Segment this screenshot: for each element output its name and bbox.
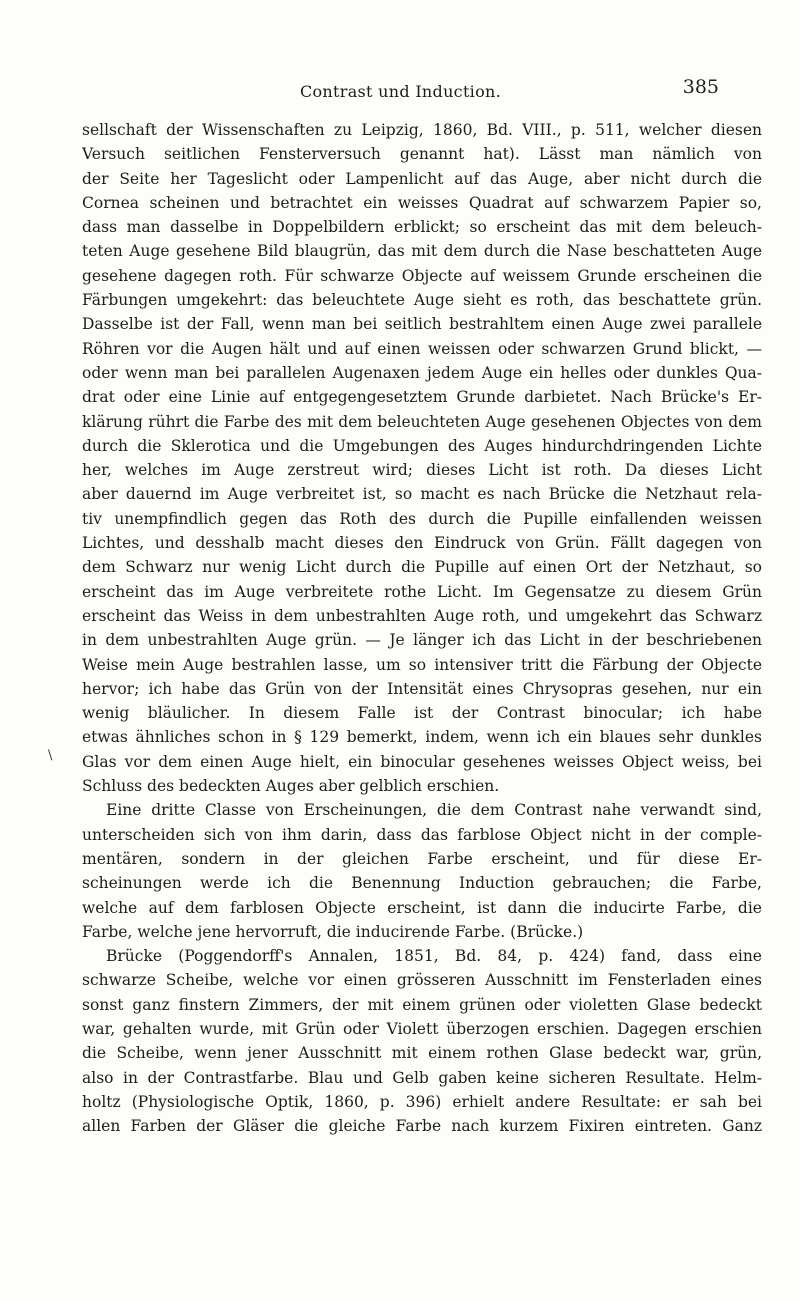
page-number: 385 xyxy=(682,76,719,98)
text-line: durch die Sklerotica und die Umgebungen des Auges hindurchdringenden Lichte xyxy=(82,436,762,455)
text-line: etwas ähnliches schon in § 129 bemerkt, indem, wenn ich ein blaues sehr dunkles xyxy=(82,728,762,747)
text-line: Dasselbe ist der Fall, wenn man bei seitlich bestrahltem einen Auge zwei parallele xyxy=(82,315,762,334)
text-line: Färbungen umgekehrt: das beleuchtete Auge sieht es roth, das beschattete grün. xyxy=(82,291,762,310)
text-line: der Seite her Tageslicht oder Lampenlicht auf das Auge, aber nicht durch die xyxy=(82,169,762,188)
text-line: Versuch seitlichen Fensterversuch genannt hat). Lässt man nämlich von xyxy=(82,145,762,164)
text-line: Schluss des bedeckten Auges aber gelblich erschien. xyxy=(82,777,500,796)
margin-mark: \ xyxy=(48,748,53,763)
text-line: Farbe, welche jene hervorruft, die inducirende Farbe. (Brücke.) xyxy=(82,922,584,941)
text-line: Lichtes, und desshalb macht dieses den Eindruck von Grün. Fällt dagegen von xyxy=(82,534,762,553)
text-line: erscheint das Weiss in dem unbestrahlten Auge roth, und umgekehrt das Schwarz xyxy=(82,606,762,625)
text-line: also in der Contrastfarbe. Blau und Gelb gaben keine sicheren Resultate. Helm- xyxy=(82,1068,762,1087)
running-head-title: Contrast und Induction. xyxy=(299,82,502,101)
text-line: sellschaft der Wissenschaften zu Leipzig, 1860, Bd. VIII., p. 511, welcher diesen xyxy=(82,121,762,139)
text-line: her, welches im Auge zerstreut wird; dieses Licht ist roth. Da dieses Licht xyxy=(82,461,762,480)
text-line: oder wenn man bei parallelen Augenaxen jedem Auge ein helles oder dunkles Qua- xyxy=(82,363,762,382)
text-line: in dem unbestrahlten Auge grün. — Je länger ich das Licht in der beschriebenen xyxy=(82,631,762,650)
text-line: sonst ganz finstern Zimmers, der mit einem grünen oder violetten Glase bedeckt xyxy=(82,995,762,1014)
text-line: Cornea scheinen und betrachtet ein weisses Quadrat auf schwarzem Papier so, xyxy=(82,193,762,212)
text-line: unterscheiden sich von ihm darin, dass das farblose Object nicht in der comple- xyxy=(82,825,762,844)
body-text xyxy=(82,118,762,1138)
text-line: wenig bläulicher. In diesem Falle ist der Contrast binocular; ich habe xyxy=(82,704,762,723)
text-line: Glas vor dem einen Auge hielt, ein binocular gesehenes weisses Object weiss, bei xyxy=(82,752,762,771)
text-line: Brücke (Poggendorff's Annalen, 1851, Bd. 84, p. 424) fand, dass eine xyxy=(106,947,762,966)
text-line: aber dauernd im Auge verbreitet ist, so macht es nach Brücke die Netzhaut rela- xyxy=(82,485,762,504)
text-line: war, gehalten wurde, mit Grün oder Violett überzogen erschien. Dagegen erschien xyxy=(82,1019,762,1038)
text-line: mentären, sondern in der gleichen Farbe erscheint, und für diese Er- xyxy=(82,849,762,868)
text-line: gesehene dagegen roth. Für schwarze Objecte auf weissem Grunde erscheinen die xyxy=(82,266,762,285)
text-line: tiv unempfindlich gegen das Roth des durch die Pupille einfallenden weissen xyxy=(82,509,762,528)
text-line: dem Schwarz nur wenig Licht durch die Pupille auf einen Ort der Netzhaut, so xyxy=(82,558,762,577)
text-line: Eine dritte Classe von Erscheinungen, die dem Contrast nahe verwandt sind, xyxy=(106,801,762,820)
text-line: Weise mein Auge bestrahlen lasse, um so intensiver tritt die Färbung der Objecte xyxy=(82,655,762,674)
text-line: dass man dasselbe in Doppelbildern erblickt; so erscheint das mit dem beleuch- xyxy=(82,218,762,237)
running-head xyxy=(0,76,801,106)
text-line: drat oder eine Linie auf entgegengesetztem Grunde darbietet. Nach Brücke's Er- xyxy=(82,388,762,407)
text-line: scheinungen werde ich die Benennung Induction gebrauchen; die Farbe, xyxy=(82,874,762,893)
text-line: schwarze Scheibe, welche vor einen grösseren Ausschnitt im Fensterladen eines xyxy=(82,971,762,990)
text-line: teten Auge gesehene Bild blaugrün, das mit dem durch die Nase beschatteten Auge xyxy=(82,242,762,261)
text-line: Röhren vor die Augen hält und auf einen weissen oder schwarzen Grund blickt, — xyxy=(82,339,762,358)
text-line: holtz (Physiologische Optik, 1860, p. 396) erhielt andere Resultate: er sah bei xyxy=(82,1092,762,1111)
text-line: erscheint das im Auge verbreitete rothe Licht. Im Gegensatze zu diesem Grün xyxy=(82,582,762,601)
text-line: klärung rührt die Farbe des mit dem beleuchteten Auge gesehenen Objectes von dem xyxy=(82,412,762,431)
text-line: hervor; ich habe das Grün von der Intensität eines Chrysopras gesehen, nur ein xyxy=(82,679,762,698)
text-line: die Scheibe, wenn jener Ausschnitt mit einem rothen Glase bedeckt war, grün, xyxy=(82,1044,762,1063)
text-line: allen Farben der Gläser die gleiche Farbe nach kurzem Fixiren eintreten. Ganz xyxy=(82,1117,762,1136)
text-line: welche auf dem farblosen Objecte erscheint, ist dann die inducirte Farbe, die xyxy=(82,898,762,917)
